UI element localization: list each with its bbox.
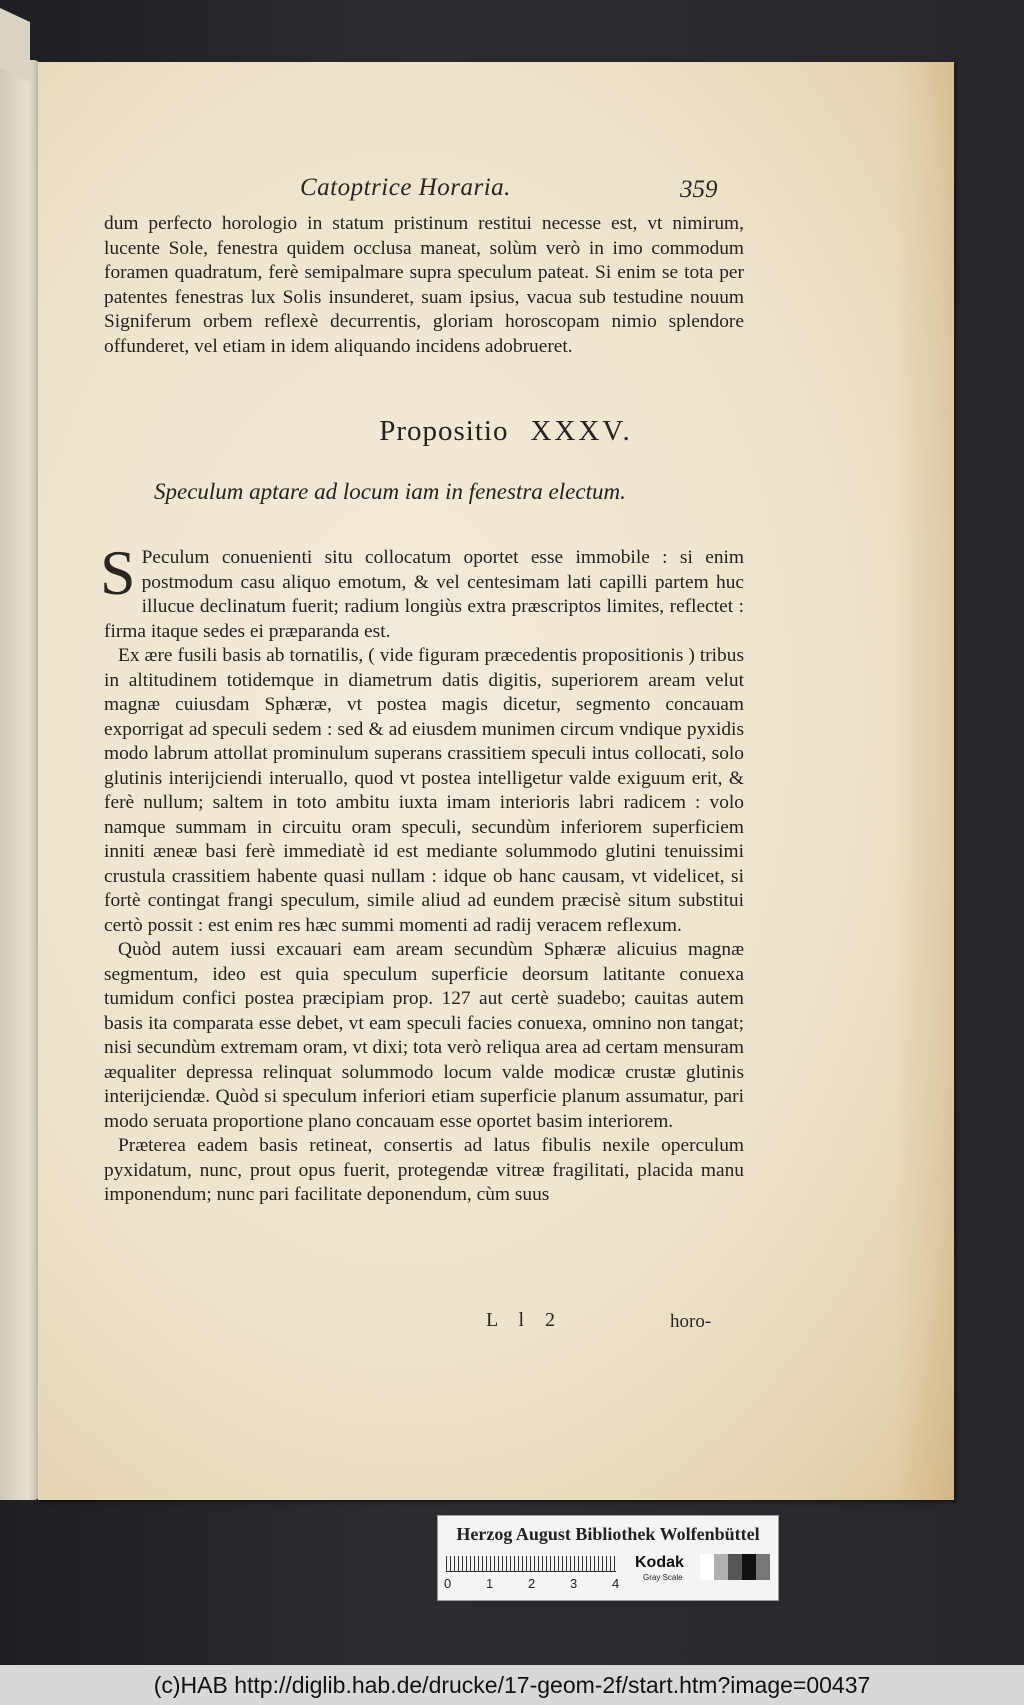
ruler-number: 1 — [486, 1576, 494, 1591]
color-calibration-bar — [437, 1515, 779, 1601]
gray-swatches — [700, 1554, 770, 1580]
gray-swatch — [742, 1554, 756, 1580]
drop-cap: S — [100, 537, 136, 608]
ruler-number: 3 — [570, 1576, 578, 1591]
page-number: 359 — [680, 176, 718, 203]
top-paragraph: dum perfecto horologio in statum pristinum restitui necesse est, vt nimirum, lucente Sole, fenestra quidem occlusa maneat, solùm verò in imo commodum foramen quadratum, ferè semipalmare supra speculum pateat. Si enim se tota per patentes fenestras lux Solis insunderet, suam ipsius, vacua sub testudine nouum Signiferum orbem reflexè decurrentis, gloriam horoscopam nimio splendore offunderet, vel etiam in idem aliquando incidens adobrueret. — [104, 213, 744, 357]
body-text — [100, 537, 744, 1208]
paragraph-3: Quòd autem iussi excauari eam aream secundùm Sphæræ alicuius magnæ segmentum, ideo est quia speculum superficie deorsum latitante conuexa tumidum confici postea præcipiam prop. 127 aut certè suadebo; cauitas autem basis ita comparata esse debet, vt eam speculi facies conuexa, omnino non tangat; nisi secundùm extremam oram, vt dixi; tota verò reliqua area ad certam mensuram æqualiter depressa relinquat solummodo locum valde modicæ crustæ glutinis interijciendæ. Quòd si speculum inferiori etiam superficie planum assumatur, pari modo seruata proportione plano concauam esse oportet basim interiorem. — [104, 939, 744, 1132]
gray-swatch — [714, 1554, 728, 1580]
facing-page-edge — [0, 60, 40, 1500]
catchword: horo- — [670, 1311, 712, 1332]
proposition-label: Propositio — [379, 415, 509, 447]
ruler-number: 0 — [444, 1576, 452, 1591]
paragraph-2: Ex ære fusili basis ab tornatilis, ( vide figuram præcedentis propositionis ) tribus in altitudinem totidemque in diametrum datis digitis, superiorem aream velut magnæ cuiusdam Sphæræ, vt postea magis dicetur, segmento concauam exporrigat ad speculi sedem : sed & ad eiusdem munimen circum vndique pyxidis modo labrum attollat prominulum superans crassitiem speculi intus collocati, solo glutinis interijciendi interuallo, quod vt postea intelligetur valde exiguum erit, & ferè nullum; saltem in toto ambitu iuxta imam interioris labri radicem : volo namque summam in circuitu oram speculi, secundùm inferiorem superficiem inniti æneæ basi ferè immediatè id est mediante solummodo glutini tenuissimi crustula crassitiem habente quasi nullam : idque ob hanc causam, vt videlicet, si fortè contingat frangi speculum, simile aliud ad eundem præcisè situm substitui certò possit : est enim res hæc summi momenti ad radij veracem reflexum. — [104, 645, 744, 936]
signature-mark: L l 2 — [486, 1309, 564, 1331]
library-name: Herzog August Bibliothek Wolfenbüttel — [456, 1524, 760, 1544]
kodak-subtitle: Gray Scale — [643, 1573, 683, 1582]
gray-swatch — [700, 1554, 714, 1580]
page-header — [38, 174, 954, 204]
proposition-subtitle: Speculum aptare ad locum iam in fenestra electum. — [154, 479, 626, 504]
credit-bar: (c)HAB http://diglib.hab.de/drucke/17-geom-2f/start.htm?image=00437 — [0, 1665, 1024, 1705]
scale-ruler — [446, 1556, 616, 1572]
proposition-number: XXXV. — [530, 415, 633, 447]
paragraph-1 — [100, 537, 744, 644]
paragraph-4: Præterea eadem basis retineat, consertis ad latus fibulis nexile operculum pyxidatum, nunc, prout opus fuerit, protegendæ vitreæ fragilitati, placida manu imponendum; nunc pari facilitate deponendum, cùm suus — [104, 1135, 744, 1205]
proposition-heading — [38, 415, 954, 448]
page-footer — [38, 1309, 954, 1339]
gray-swatch — [728, 1554, 742, 1580]
ruler-number: 2 — [528, 1576, 536, 1591]
gray-swatch — [756, 1554, 770, 1580]
ruler-numbers — [444, 1576, 624, 1591]
ruler-number: 4 — [612, 1576, 620, 1591]
paragraph-1-text: Peculum conuenienti situ collocatum oportet esse immobile : si enim postmodum casu aliquo emotum, & vel centesimam lati capilli partem huc illucue declinatum fuerit; radium longiùs extra præscriptos limites, reflectet : firma itaque sedes ei præparanda est. — [104, 547, 744, 642]
running-head: Catoptrice Horaria. — [300, 174, 511, 201]
kodak-logo: Kodak — [635, 1554, 684, 1571]
book-page — [38, 62, 954, 1500]
